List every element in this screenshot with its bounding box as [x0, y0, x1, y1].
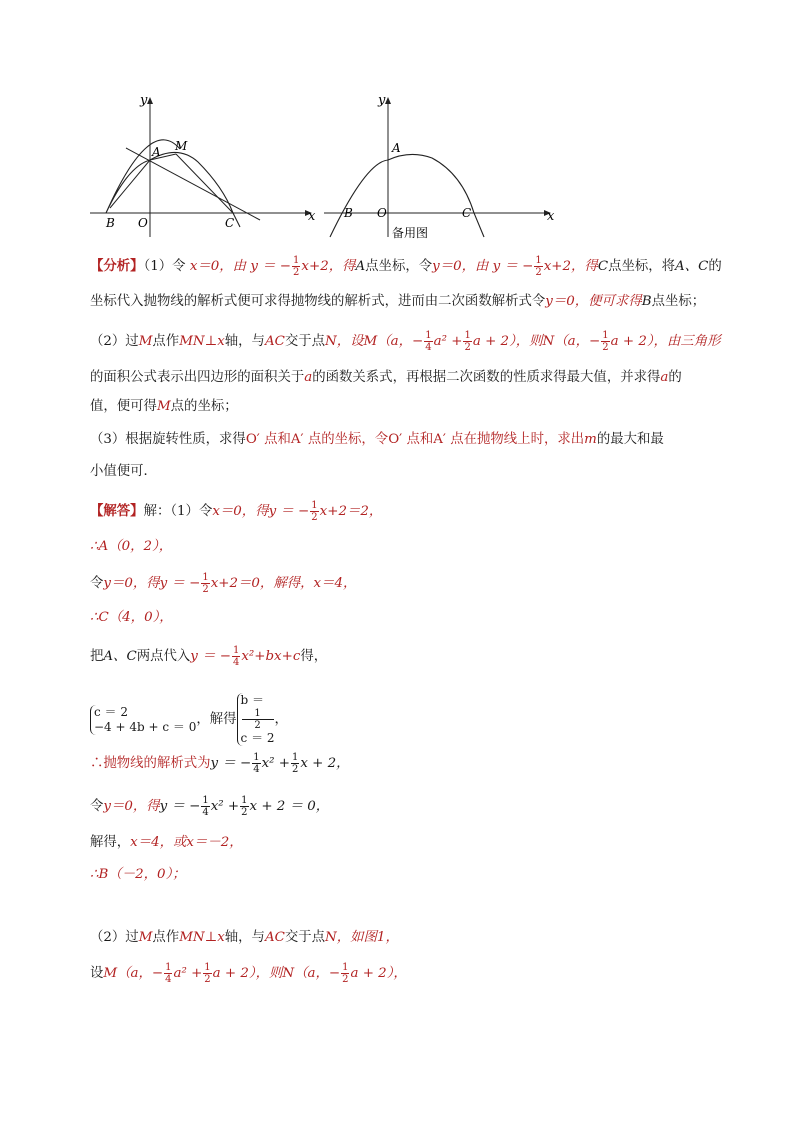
svg-text:y: y	[140, 93, 148, 108]
parabola	[330, 154, 484, 237]
svg-text:C: C	[225, 216, 235, 230]
svg-text:O: O	[138, 216, 148, 230]
figure-right	[322, 92, 562, 242]
solution-line-5: 把A、C两点代入y ＝ − $\frac{1}{4}$ x²+bx+c得，	[90, 645, 328, 668]
line-ac	[126, 148, 260, 220]
solution-line-3: 令y＝0，得y ＝ − $\frac{1}{2}$ x+2＝0，解得，x＝4，	[90, 572, 357, 595]
analysis-line-3: （2）过M点作MN⊥x轴，与AC交于点N，设M（a，− $\frac{1}{4}$ a² + $\frac{1}{2}$ a + 2），则N（a，− $\frac{1}{2}$ a + 2），由三角形	[90, 330, 721, 353]
svg-text:x: x	[547, 209, 555, 224]
solution-line-12: 设M（a，− $\frac{1}{4}$ a² + $\frac{1}{2}$ a + 2），则N（a，− $\frac{1}{2}$ a + 2），	[90, 962, 407, 985]
svg-text:B: B	[344, 206, 353, 220]
solution-line-8: 令y＝0，得y ＝ − $\frac{1}{4}$ x² + $\frac{1}{2}$ x + 2 ＝ 0，	[90, 795, 330, 818]
figure-caption: 备用图	[392, 226, 429, 240]
analysis-tag: 【分析】	[90, 258, 144, 274]
solution-line-9: 解得，x＝4，或x＝－2，	[90, 835, 243, 850]
solution-line-7: ∴抛物线的解析式为y ＝ − $\frac{1}{4}$ x² + $\frac{1}{2}$ x + 2，	[90, 752, 350, 775]
parabola	[106, 140, 240, 227]
svg-text:A: A	[392, 141, 401, 155]
solution-line-11: （2）过M点作MN⊥x轴，与AC交于点N，如图1，	[90, 930, 399, 945]
solution-line-2: ∴A（0，2），	[90, 539, 173, 554]
svg-text:O: O	[377, 206, 387, 220]
equation-system: c ＝ 2 −4 + 4b + c ＝ 0	[90, 705, 196, 735]
analysis-line-5: 值，便可得M点的坐标；	[90, 399, 238, 414]
analysis-line-7: 小值便可．	[90, 464, 157, 479]
svg-text:C: C	[462, 206, 472, 220]
solution-line-4: ∴C（4，0），	[90, 610, 173, 625]
solution-line-1: 【解答】解：（1）令x＝0，得y ＝ − $\frac{1}{2}$ x+2＝2，	[90, 500, 383, 523]
analysis-line-4: 的面积公式表示出四边形的面积关于a的函数关系式，再根据二次函数的性质求得最大值，并求得a的	[90, 370, 682, 385]
solution-line-10: ∴B（－2，0）；	[90, 867, 186, 882]
svg-text:M: M	[175, 139, 188, 153]
analysis-line-1: 【分析】（1）令 x＝0，由 y ＝ − $\frac{1}{2}$ x+2，得A点坐标，令y＝0，由 y ＝ − $\frac{1}{2}$ x+2，得C点坐标，将A、C的	[90, 255, 722, 278]
svg-text:A: A	[152, 145, 161, 159]
equation-system-solution: b ＝ 1 2 c ＝ 2	[237, 693, 275, 746]
figure-left	[88, 92, 323, 242]
svg-text:x: x	[308, 209, 316, 224]
solution-tag: 【解答】	[90, 503, 144, 519]
svg-text:y: y	[378, 93, 386, 108]
svg-text:B: B	[106, 216, 115, 230]
solution-line-6: c ＝ 2 −4 + 4b + c ＝ 0 ，解得 b ＝ 1 2 c ＝ 2 ，	[90, 693, 288, 746]
analysis-line-6: （3）根据旋转性质，求得O′ 点和A′ 点的坐标，令O′ 点和A′ 点在抛物线上时，求出m的最大和最	[90, 432, 664, 447]
analysis-line-2: 坐标代入抛物线的解析式便可求得抛物线的解析式，进而由二次函数解析式令y＝0，便可求得B点坐标；	[90, 294, 706, 309]
